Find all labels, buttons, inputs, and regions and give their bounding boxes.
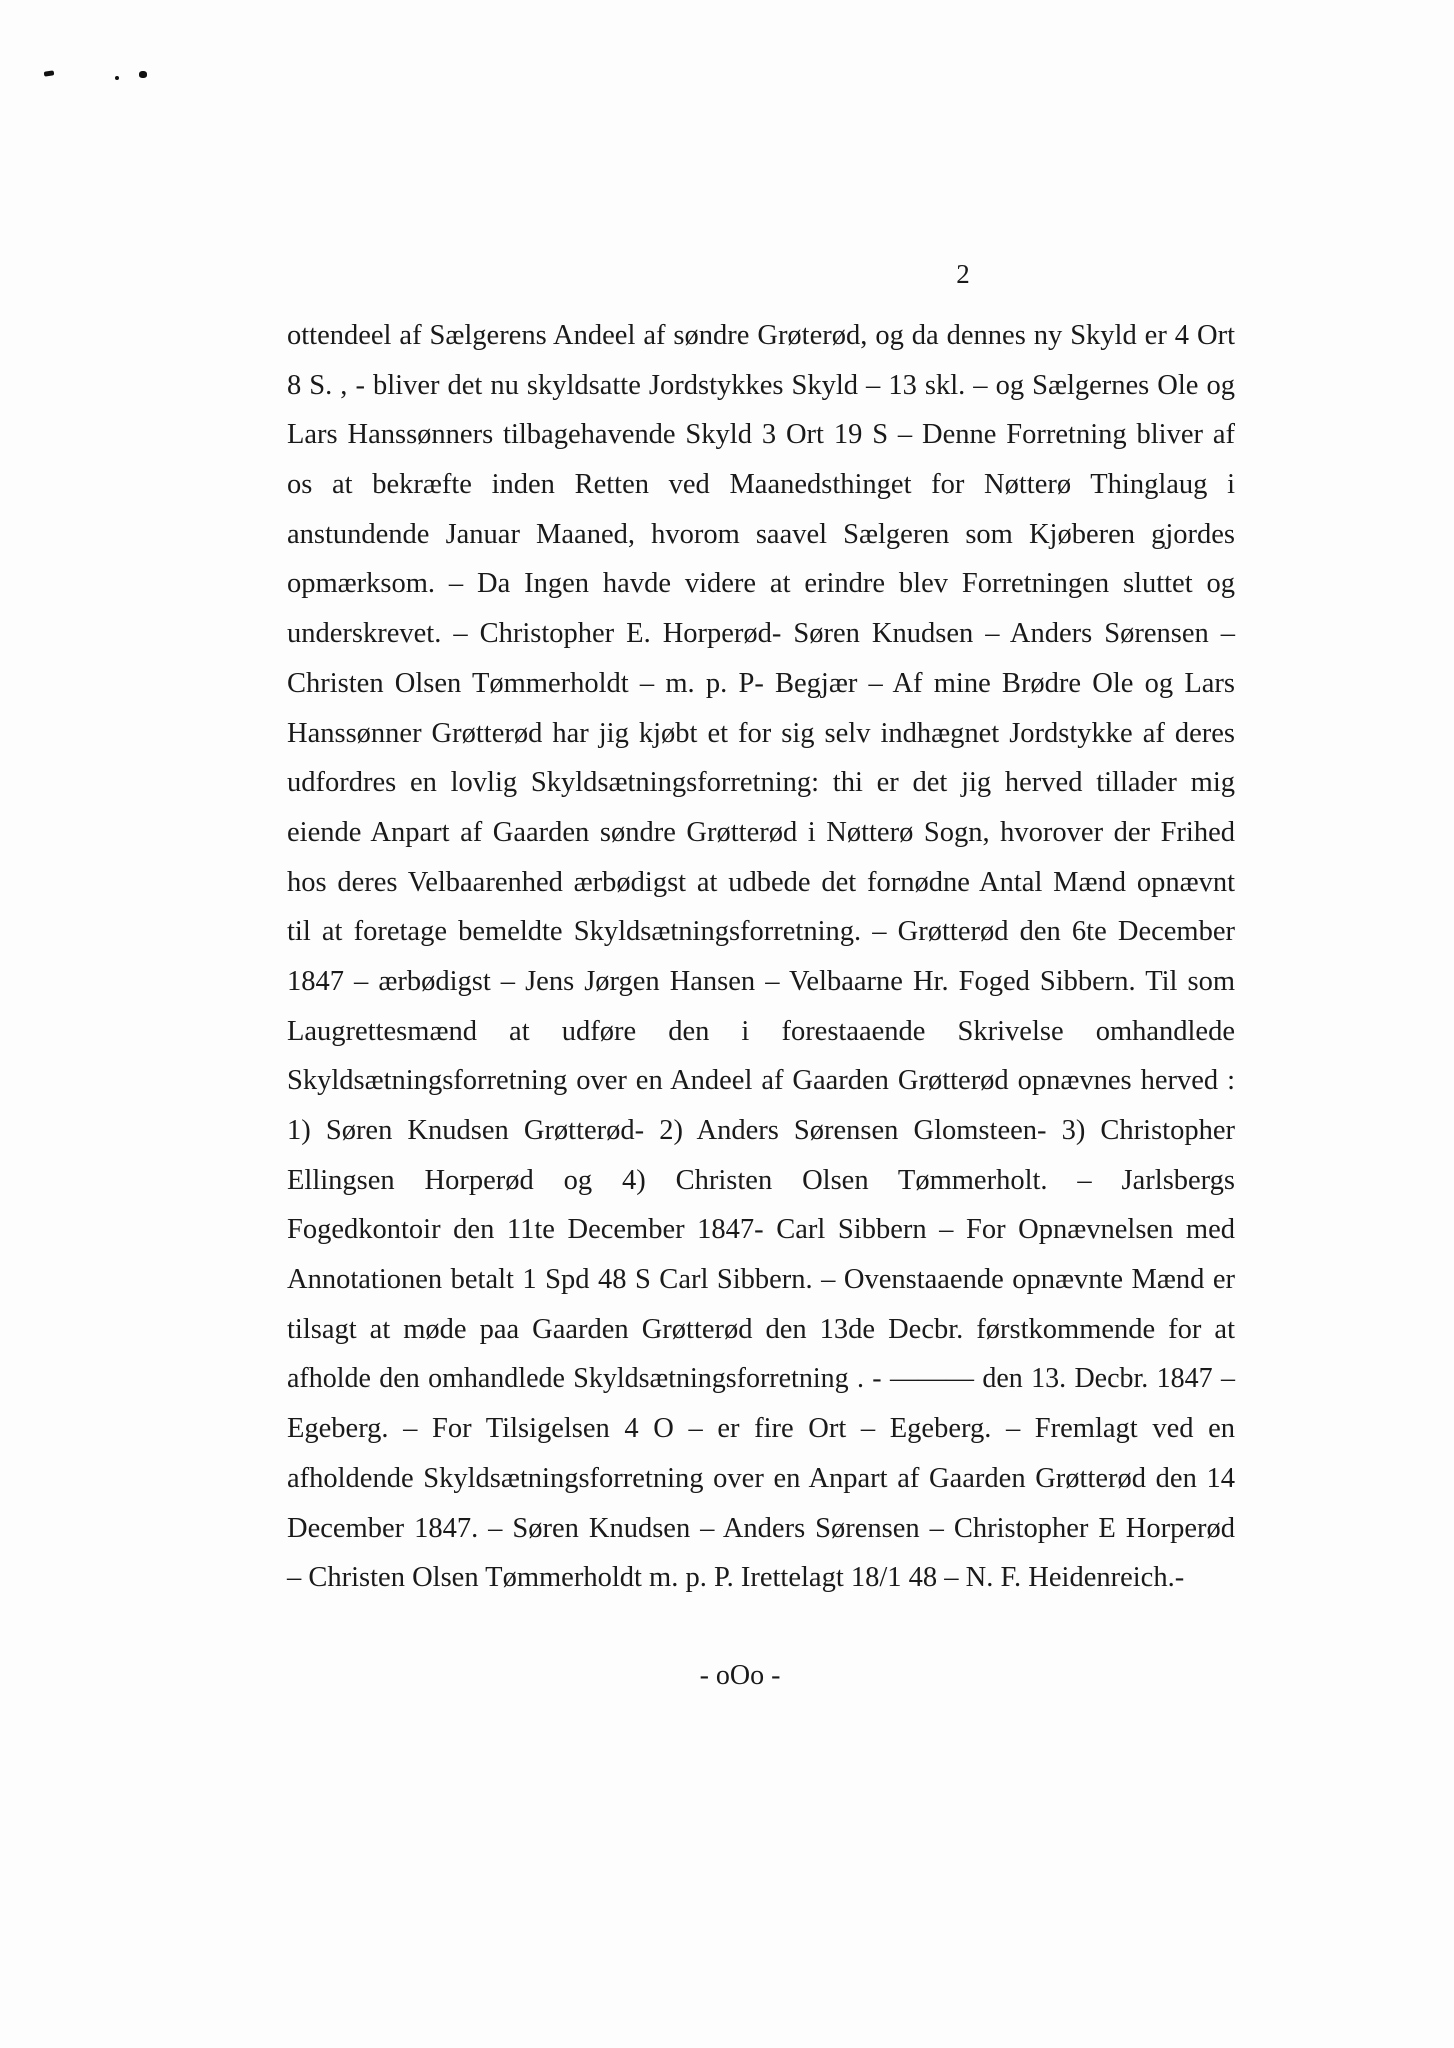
scan-speck <box>115 76 119 80</box>
text-line: Skyldsætningsforretning over en Andeel af Gaarden Grøtterød opnævnes herved : <box>287 1065 1235 1097</box>
scan-speck <box>139 71 147 78</box>
text-line: eiende Anpart af Gaarden søndre Grøtterød i Nøtterø Sogn, hvorover der Frihed <box>287 816 1235 848</box>
text-line: til at foretage bemeldte Skyldsætningsforretning. – Grøtterød den 6te December <box>287 916 1235 948</box>
text-line: afholde den omhandlede Skyldsætningsforretning . - ——— den 13. Decbr. 1847 – <box>287 1363 1235 1395</box>
text-line: 1) Søren Knudsen Grøtterød- 2) Anders Sørensen Glomsteen- 3) Christopher <box>287 1115 1235 1146</box>
text-line: December 1847. – Søren Knudsen – Anders Sørensen – Christopher E Horperød <box>287 1512 1235 1544</box>
text-line: ottendeel af Sælgerens Andeel af søndre Grøterød, og da dennes ny Skyld er 4 Ort <box>287 320 1235 351</box>
text-line: udfordres en lovlig Skyldsætningsforretning: thi er det jig herved tillader mig <box>287 767 1235 799</box>
text-line: Hanssønner Grøtterød har jig kjøbt et for sig selv indhægnet Jordstykke af deres <box>287 717 1235 749</box>
text-line: – Christen Olsen Tømmerholdt m. p. P. Irettelagt 18/1 48 – N. F. Heidenreich.- <box>287 1562 1185 1594</box>
end-ornament: - oOo - <box>699 1660 781 1691</box>
body-text <box>287 311 1235 1603</box>
text-line: anstundende Januar Maaned, hvorom saavel Sælgeren som Kjøberen gjordes <box>287 518 1235 550</box>
text-line: Christen Olsen Tømmerholdt – m. p. P- Begjær – Af mine Brødre Ole og Lars <box>287 667 1235 699</box>
text-line: Ellingsen Horperød og 4) Christen Olsen Tømmerholt. – Jarlsbergs <box>287 1164 1235 1196</box>
scan-speck <box>44 70 55 76</box>
text-line: tilsagt at møde paa Gaarden Grøtterød den 13de Decbr. førstkommende for at <box>287 1313 1235 1345</box>
text-line: hos deres Velbaarenhed ærbødigst at udbede det fornødne Antal Mænd opnævnt <box>287 866 1235 898</box>
text-line: Lars Hanssønners tilbagehavende Skyld 3 Ort 19 S – Denne Forretning bliver af <box>287 419 1235 451</box>
text-line: 8 S. , - bliver det nu skyldsatte Jordstykkes Skyld – 13 skl. – og Sælgernes Ole og <box>287 369 1235 401</box>
page-number: 2 <box>956 259 970 289</box>
text-line: 1847 – ærbødigst – Jens Jørgen Hansen – Velbaarne Hr. Foged Sibbern. Til som <box>287 965 1235 997</box>
text-line: os at bekræfte inden Retten ved Maanedsthinget for Nøtterø Thinglaug i <box>287 469 1235 501</box>
text-line: Annotationen betalt 1 Spd 48 S Carl Sibbern. – Ovenstaaende opnævnte Mænd er <box>287 1264 1235 1296</box>
text-line: Fogedkontoir den 11te December 1847- Carl Sibbern – For Opnævnelsen med <box>287 1214 1235 1246</box>
text-line: underskrevet. – Christopher E. Horperød- Søren Knudsen – Anders Sørensen – <box>287 618 1235 650</box>
text-line: Laugrettesmænd at udføre den i forestaaende Skrivelse omhandlede <box>287 1015 1235 1047</box>
text-line: opmærksom. – Da Ingen havde videre at erindre blev Forretningen sluttet og <box>287 568 1235 600</box>
text-line: afholdende Skyldsætningsforretning over en Anpart af Gaarden Grøtterød den 14 <box>287 1462 1235 1494</box>
text-line: Egeberg. – For Tilsigelsen 4 O – er fire Ort – Egeberg. – Fremlagt ved en <box>287 1413 1235 1445</box>
